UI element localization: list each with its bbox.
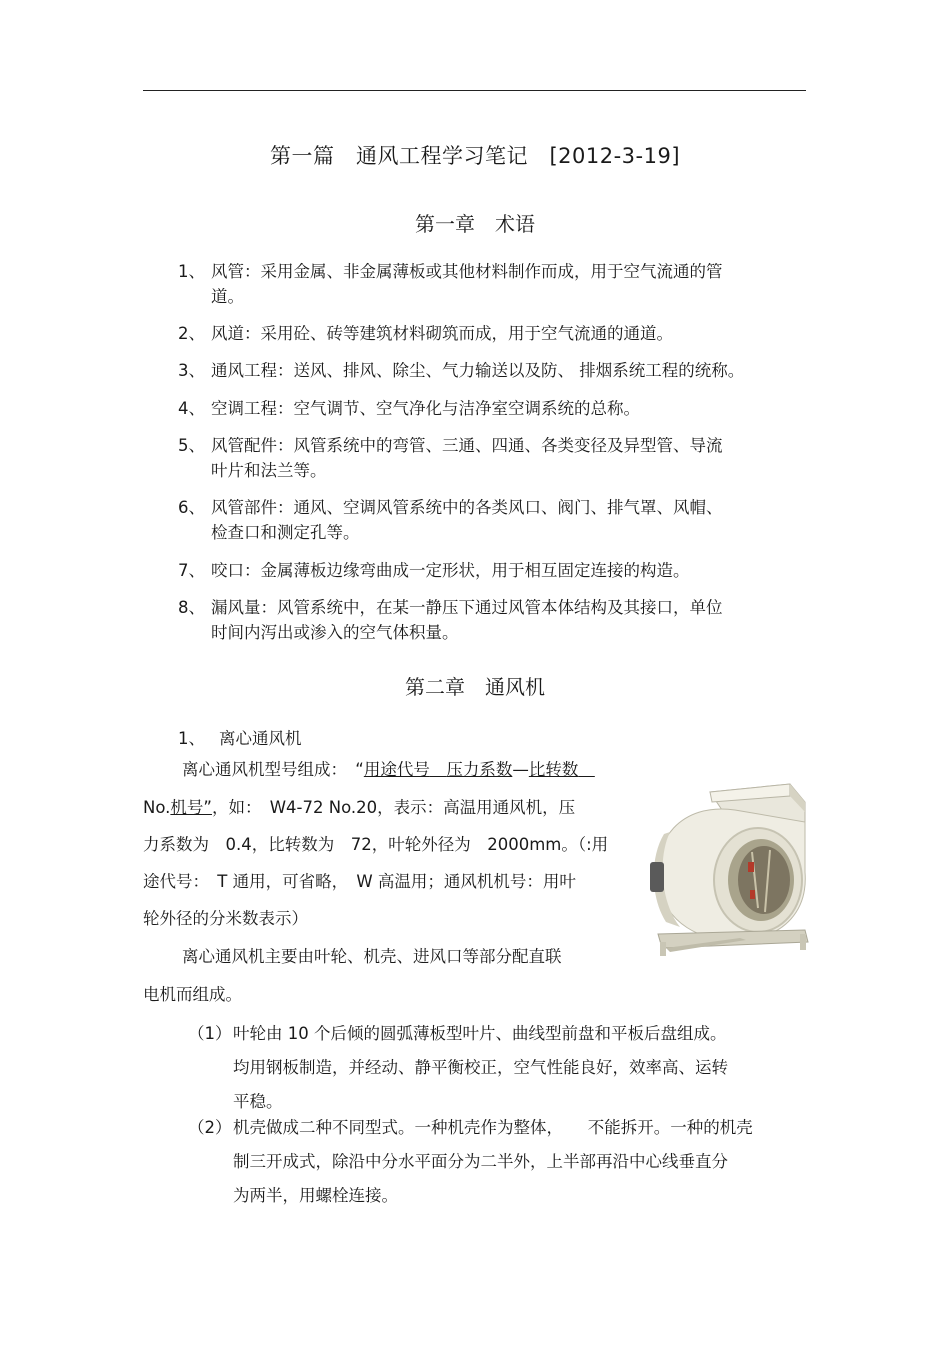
no-prefix: No. [143,798,171,817]
model-line-5: 轮外径的分米数表示） [143,909,308,928]
component-number: （2） [188,1118,232,1137]
composition-line-2: 电机而组成。 [143,985,242,1004]
section-label: 离心通风机 [219,729,302,748]
model-line-4: 途代号： T 通用，可省略， W 高温用；通风机机号：用叶 [143,872,576,891]
dash: — [512,760,529,779]
centrifugal-fan-image [640,762,825,959]
page-title: 第一篇 通风工程学习笔记 [2012-3-19] [269,144,681,168]
term-text-line: 漏风量：风管系统中，在某一静压下通过风管本体结构及其接口，单位 [211,598,723,617]
term-text-line: 空调工程：空气调节、空气净化与洁净室空调系统的总称。 [211,399,640,418]
term-number: 7、 [178,561,205,580]
composition-line-1: 离心通风机主要由叶轮、机壳、进风口等部分配直联 [182,947,562,966]
term-number: 3、 [178,361,205,380]
term-text-line: 风管部件：通风、空调风管系统中的各类风口、阀门、排气罩、风帽、 [211,498,723,517]
specific-speed-term: 比转数 [528,760,579,779]
term-number: 5、 [178,436,205,455]
machine-number-term: 机号” [170,798,212,817]
term-number: 8、 [178,598,205,617]
term-number: 1、 [178,262,205,281]
section-heading [178,726,302,751]
component-text-line: 制三开成式，除沿中分水平面分为二半外，上半部再沿中心线垂直分 [233,1152,728,1171]
model-line-1 [182,757,595,782]
component-text-line: 机壳做成二种不同型式。一种机壳作为整体， 不能拆开。一种的机壳 [233,1118,753,1137]
usage-code-term: 用途代号 [363,760,430,779]
component-text-line: 均用钢板制造，并经动、静平衡校正，空气性能良好，效率高、运转 [233,1058,728,1077]
term-text-line: 时间内泻出或渗入的空气体积量。 [211,623,459,642]
chapter-1-heading: 第一章 术语 [415,212,535,236]
term-text-line: 道。 [211,287,244,306]
chapter-2-heading: 第二章 通风机 [405,675,545,699]
component-number: （1） [188,1024,232,1043]
term-text-line: 风管：采用金属、非金属薄板或其他材料制作而成，用于空气流通的管 [211,262,723,281]
term-number: 2、 [178,324,205,343]
term-text-line: 咬口：金属薄板边缘弯曲成一定形状，用于相互固定连接的构造。 [211,561,690,580]
pressure-coef-term: 压力系数 [446,760,513,779]
model-line-3: 力系数为 0.4，比转数为 72，叶轮外径为 2000mm。（:用 [143,835,609,854]
term-number: 4、 [178,399,205,418]
term-text-line: 叶片和法兰等。 [211,461,327,480]
header-rule [143,90,806,91]
term-text-line: 检查口和测定孔等。 [211,523,360,542]
component-text-line: 平稳。 [233,1092,283,1111]
section-number: 1、 [178,729,205,748]
term-text-line: 风道：采用砼、砖等建筑材料砌筑而成，用于空气流通的通道。 [211,324,673,343]
component-text-line: 叶轮由 10 个后倾的圆弧薄板型叶片、曲线型前盘和平板后盘组成。 [233,1024,727,1043]
component-text-line: 为两半，用螺栓连接。 [233,1186,398,1205]
example-text: ，如： W4-72 No.20，表示：高温用通风机，压 [211,798,576,817]
model-prefix: 离心通风机型号组成： “ [182,760,364,779]
term-number: 6、 [178,498,205,517]
model-line-2 [143,795,575,820]
term-text-line: 风管配件：风管系统中的弯管、三通、四通、各类变径及异型管、导流 [211,436,723,455]
term-text-line: 通风工程：送风、排风、除尘、气力输送以及防、 排烟系统工程的统称。 [211,361,745,380]
